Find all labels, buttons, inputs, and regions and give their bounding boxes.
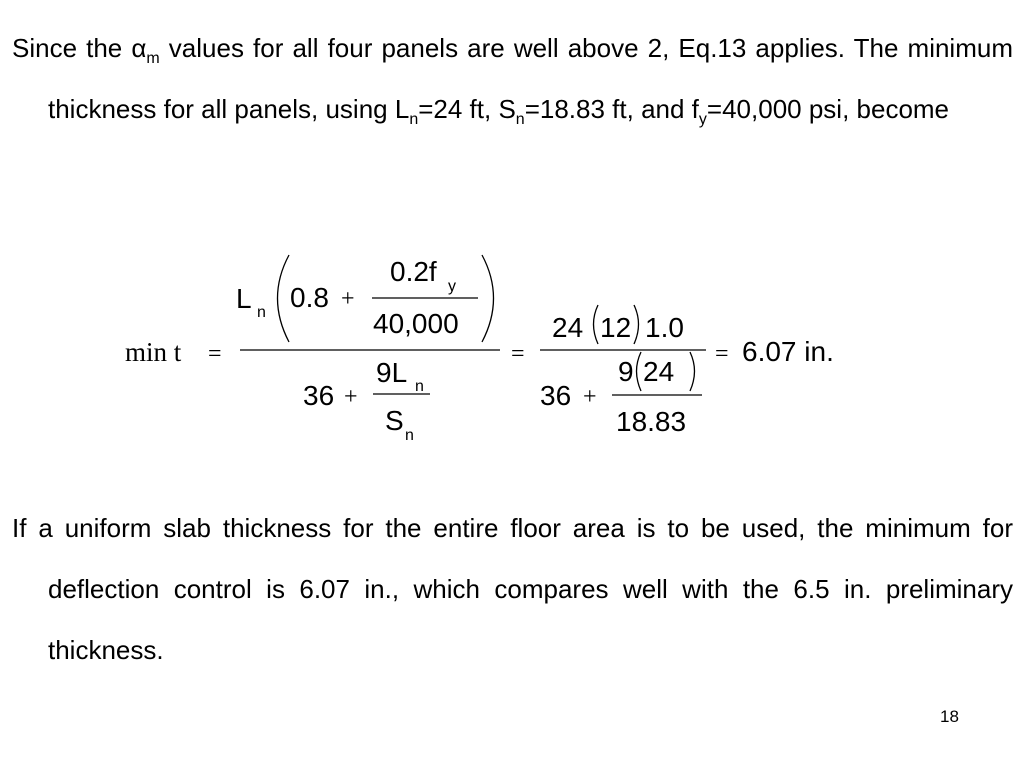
num-40000: 40,000: [373, 308, 459, 339]
num2-24: 24: [552, 312, 584, 343]
paren-right-big: [482, 255, 494, 342]
para2-text: If a uniform slab thickness for the entire floor area is to be used, the minimum for deflection control is 6.07 in., which compares well with the 6.5 in. preliminary thickness.: [12, 513, 1013, 665]
den-36: 36: [303, 380, 335, 411]
paren-left-24: [637, 352, 642, 391]
den2-plus: +: [583, 384, 597, 410]
den2-9: 9: [618, 356, 634, 387]
num-plus: +: [341, 286, 355, 312]
paren-left-12: [594, 305, 599, 344]
num-02f: 0.2f: [390, 256, 437, 287]
den-plus: +: [344, 384, 358, 410]
eq-equals-1: =: [208, 341, 222, 367]
ln-subscript: n: [409, 111, 419, 128]
num-L: L: [236, 283, 252, 314]
eq-result: 6.07 in.: [742, 336, 834, 367]
num2-12: 12: [600, 312, 632, 343]
para1-text-a: Since the α: [12, 33, 147, 63]
para1-text-e: =40,000 psi, become: [706, 94, 950, 124]
num-L-sub: n: [257, 304, 266, 321]
num2-10: 1.0: [645, 312, 684, 343]
para1-text-b: values for all four panels are well above 2, Eq.13 applies. The minimum thickness for all panels, using L: [48, 33, 1013, 124]
fy-subscript: y: [698, 111, 707, 128]
para1-text-c: =24 ft, S: [418, 94, 516, 124]
paren-right-24: [690, 352, 695, 391]
den-S-sub: n: [405, 427, 414, 444]
eq-equals-3: =: [715, 341, 729, 367]
den-S: S: [385, 405, 404, 436]
num-fy-sub: y: [448, 278, 456, 295]
eq-equals-2: =: [511, 341, 525, 367]
den-L-sub: n: [415, 378, 424, 395]
sn-subscript: n: [515, 111, 525, 128]
page-number: 18: [940, 707, 959, 726]
den2-1883: 18.83: [616, 406, 687, 437]
num-08: 0.8: [290, 282, 329, 313]
paren-right-12: [634, 305, 639, 344]
den2-24: 24: [643, 356, 675, 387]
den-9L: 9L: [376, 357, 408, 388]
eq-lhs: min t: [125, 337, 182, 367]
conclusion-paragraph: [12, 498, 1013, 681]
para1-text-d: =18.83 ft, and f: [524, 94, 699, 124]
den2-36: 36: [540, 380, 572, 411]
paren-left-big: [278, 255, 290, 342]
alpha-subscript: m: [146, 50, 160, 67]
